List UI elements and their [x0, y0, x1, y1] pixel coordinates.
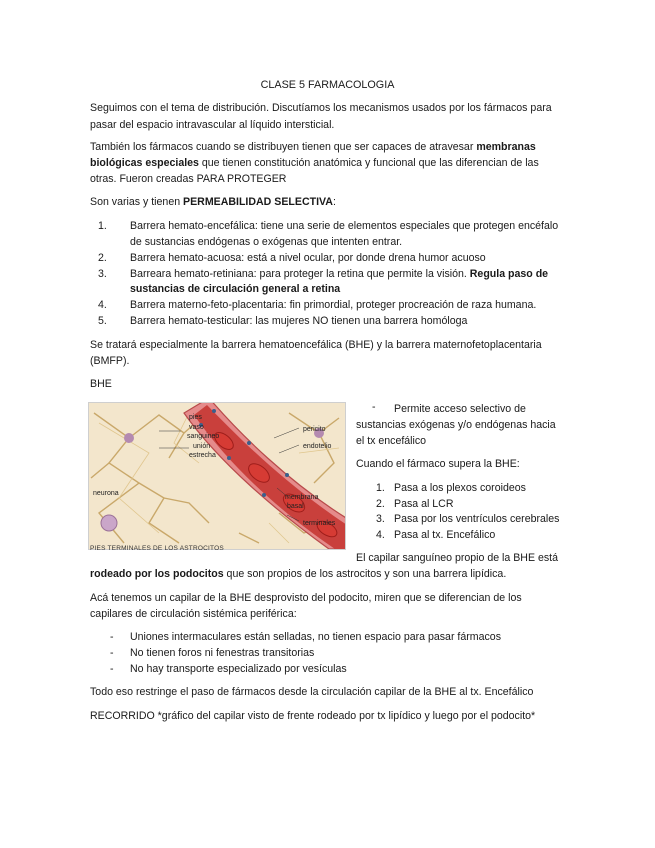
label-terminales: terminales: [303, 520, 336, 527]
paso-3-num: 3.: [376, 513, 385, 525]
barrera-2-text: Barrera hemato-acuosa: está a nivel ocular, por donde drena humor acuoso: [130, 252, 486, 264]
aca-line-1: Acá tenemos un capilar de la BHE desprovisto del podocito, miren que se diferencian de los: [90, 592, 522, 604]
tratara-line-2: (BMFP).: [90, 355, 130, 367]
barrera-2-num: 2.: [98, 252, 107, 264]
barrera-3-text: Barreara hemato-retiniana: para proteger la retina que permite la visión. Regula paso de: [130, 268, 549, 280]
intro-line-1: Seguimos con el tema de distribución. Discutíamos los mecanismos usados por los fármacos para: [90, 102, 552, 114]
rodeado-line: rodeado por los podocitos que son propios de los astrocitos y son una barrera lipídica.: [90, 568, 507, 580]
page-title: CLASE 5 FARMACOLOGIA: [260, 79, 395, 91]
tratara-line-1: Se tratará especialmente la barrera hematoencefálica (BHE) y la barrera maternofetoplacentaria: [90, 339, 542, 351]
neuron-body: [101, 515, 117, 531]
diferencia-3-dash: -: [110, 663, 114, 675]
cuando-line: Cuando el fármaco supera la BHE:: [356, 458, 520, 470]
aca-line-2: capilares de circulación sistémica periférica:: [90, 608, 297, 620]
paso-2-num: 2.: [376, 498, 385, 510]
label-neurona: neurona: [93, 490, 119, 497]
paso-2-text: Pasa al LCR: [394, 498, 454, 510]
right-bullet-line-1: Permite acceso selectivo de: [394, 403, 526, 415]
barrera-5-text: Barrera hemato-testicular: las mujeres NO tienen una barrera homóloga: [130, 315, 468, 327]
right-dash: -: [372, 401, 376, 413]
barrera-1-num: 1.: [98, 220, 107, 232]
paso-3-text: Pasa por los ventrículos cerebrales: [394, 513, 560, 525]
label-pericito: pericito: [303, 426, 326, 433]
capilar-line-1: El capilar sanguíneo propio de la BHE está: [356, 552, 558, 564]
bhe-illustration: [89, 403, 345, 549]
label-estrecha: estrecha: [189, 452, 216, 459]
diferencia-2-dash: -: [110, 647, 114, 659]
paso-4-num: 4.: [376, 529, 385, 541]
barrera-3-num: 3.: [98, 268, 107, 280]
barrera-5-num: 5.: [98, 315, 107, 327]
paso-4-text: Pasa al tx. Encefálico: [394, 529, 496, 541]
label-union: unión: [193, 443, 211, 450]
barrera-1-text-cont: de sustancias endógenas o exógenas que intenten entrar.: [130, 236, 403, 248]
intro-line-2: pasar del espacio intravascular al líquido intersticial.: [90, 119, 335, 131]
bhe-figure: [88, 402, 346, 550]
diferencia-1-dash: -: [110, 631, 114, 643]
barrera-1-text: Barrera hemato-encefálica: tiene una serie de elementos especiales que protegen encéfalo: [130, 220, 559, 232]
label-vaso: vaso: [189, 424, 204, 431]
membranas-line-3: otras. Fueron creadas PARA PROTEGER: [90, 173, 287, 185]
figure-caption: PIES TERMINALES DE LOS ASTROCITOS: [90, 545, 224, 552]
right-bullet-line-2: sustancias exógenas y/o endógenas hacia: [356, 419, 556, 431]
diferencia-1-text: Uniones intermaculares están selladas, no tienen espacio para pasar fármacos: [130, 631, 501, 643]
label-pies: pies: [189, 414, 202, 421]
membranas-line-2: biológicas especiales que tienen constitución anatómica y funcional que las diferencian de las: [90, 157, 539, 169]
diferencia-2-text: No tienen foros ni fenestras transitorias: [130, 647, 315, 659]
paso-1-text: Pasa a los plexos coroideos: [394, 482, 526, 494]
permeabilidad-line: Son varias y tienen PERMEABILIDAD SELECTIVA:: [90, 196, 336, 208]
todo-line: Todo eso restringe el paso de fármacos desde la circulación capilar de la BHE al tx. Encefálico: [90, 686, 534, 698]
barrera-3-text-cont: sustancias de circulación general a retina: [130, 283, 341, 295]
recorrido-line: RECORRIDO *gráfico del capilar visto de frente rodeado por tx lipídico y luego por el podocito*: [90, 710, 536, 722]
membranas-line-1: También los fármacos cuando se distribuyen tienen que ser capaces de atravesar membranas: [90, 141, 536, 153]
label-sanguineo: sanguineo: [187, 433, 220, 440]
paso-1-num: 1.: [376, 482, 385, 494]
astrocyte-nucleus: [124, 433, 134, 443]
diferencia-3-text: No hay transporte especializado por vesículas: [130, 663, 347, 675]
right-bullet-line-3: el tx encefálico: [356, 435, 427, 447]
barrera-4-num: 4.: [98, 299, 107, 311]
bhe-heading: BHE: [90, 378, 112, 390]
barrera-4-text: Barrera materno-feto-placentaria: fin primordial, proteger procreación de raza humana.: [130, 299, 537, 311]
label-endotelio: endotelio: [303, 443, 332, 450]
label-membrana: membrana: [285, 494, 319, 501]
label-basal: basal: [287, 503, 304, 510]
